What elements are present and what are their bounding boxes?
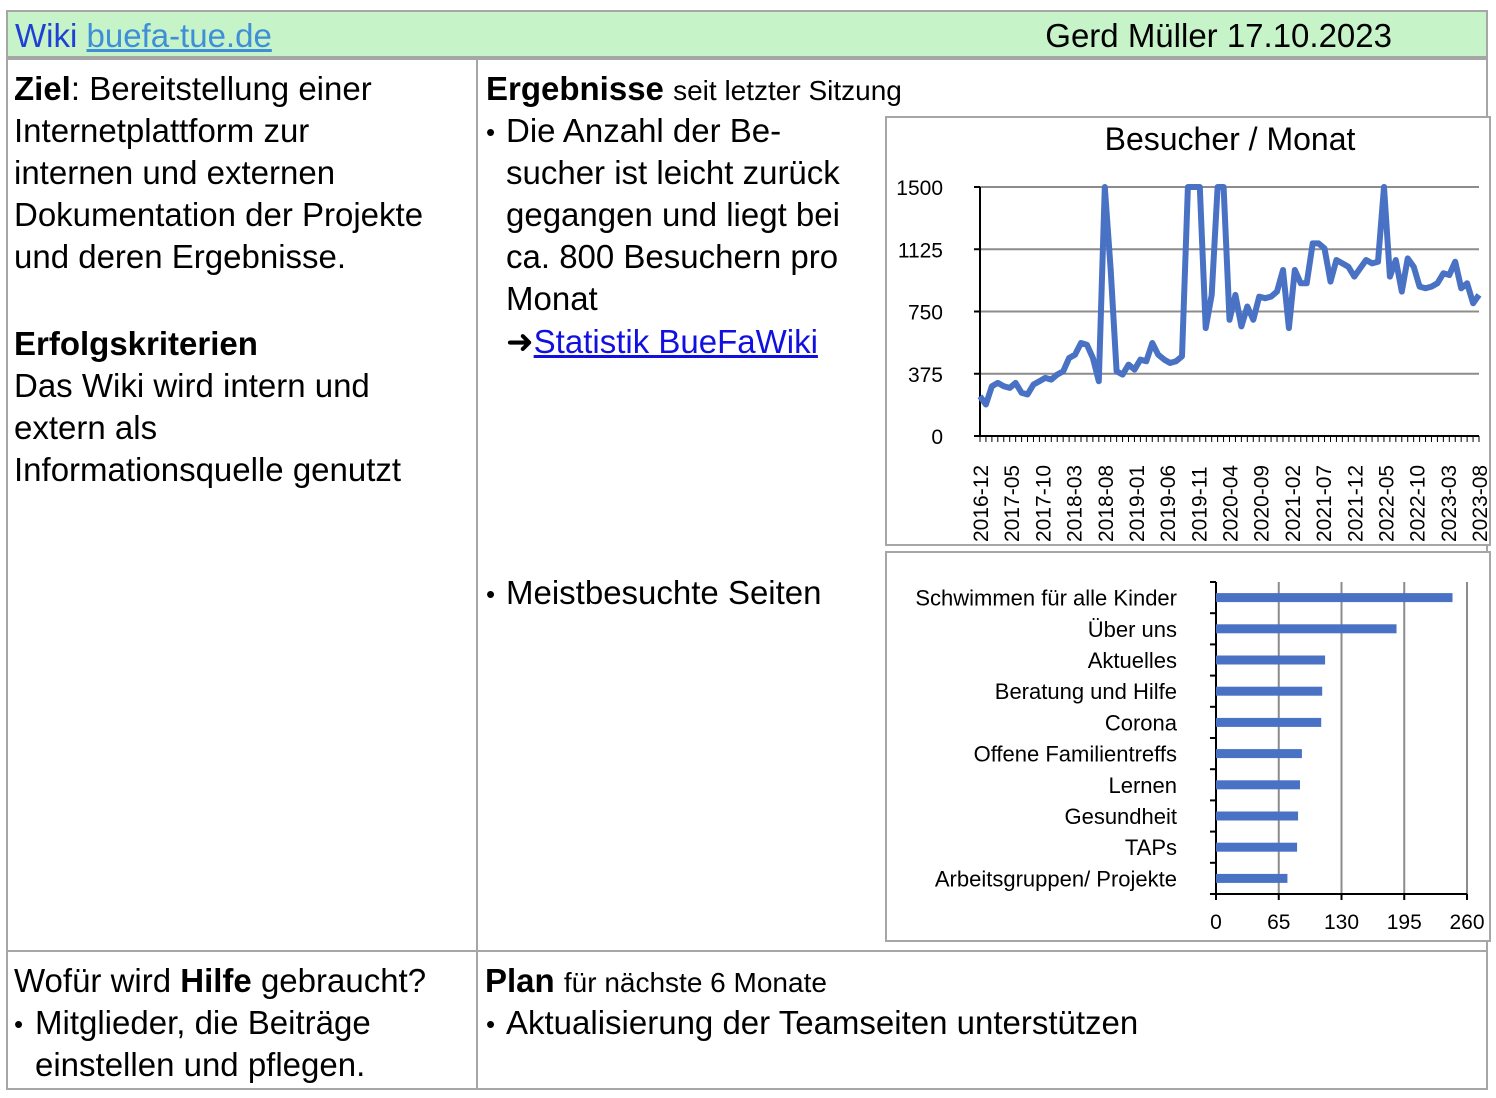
x-tick-label: 2017-05: [1001, 464, 1025, 542]
bullet-icon: •: [486, 579, 496, 609]
chart-title: Besucher / Monat: [1104, 121, 1356, 157]
y-tick-label: 375: [907, 363, 943, 387]
wiki-link[interactable]: buefa-tue.de: [86, 17, 272, 54]
bar-category-label: Beratung und Hilfe: [994, 679, 1177, 705]
x-tick-label: 2019-06: [1157, 464, 1181, 542]
bar: [1216, 780, 1300, 789]
goal-cell: [6, 58, 478, 952]
x-tick-label: 2016-12: [970, 464, 993, 542]
help-line-1: Mitglieder, die Beiträge: [35, 1004, 371, 1041]
x-tick-label: 2023-08: [1469, 464, 1492, 542]
author-date: Gerd Müller 17.10.2023: [1045, 17, 1392, 54]
bar: [1216, 687, 1322, 696]
x-tick-label: 2021-02: [1281, 464, 1305, 542]
visitors-chart-box: [885, 116, 1491, 546]
visitors-line-5: Monat: [506, 280, 598, 317]
x-tick-label: 260: [1449, 911, 1485, 934]
bar: [1216, 874, 1287, 883]
x-tick-label: 2021-12: [1344, 464, 1368, 542]
stats-link[interactable]: Statistik BueFaWiki: [533, 323, 818, 360]
visitors-line-4: ca. 800 Besuchern pro: [506, 238, 839, 275]
bar-category-label: Schwimmen für alle Kinder: [915, 585, 1177, 611]
stats-line: [506, 321, 818, 363]
top-pages-label: Meistbesuchte Seiten: [506, 574, 822, 611]
x-tick-label: 2018-08: [1094, 464, 1118, 542]
bar: [1216, 624, 1397, 633]
x-tick-label: 2019-01: [1125, 464, 1149, 542]
visitors-line-2: sucher ist leicht zurück: [506, 154, 840, 191]
arrow-icon: ➜: [506, 323, 534, 360]
visitors-line-1: Die Anzahl der Be-: [506, 112, 782, 149]
bar-category-label: Gesundheit: [1064, 804, 1177, 829]
goal-line-5: und deren Ergebnisse.: [14, 238, 347, 275]
bar-category-label: Lernen: [1108, 772, 1177, 798]
x-tick-label: 2020-09: [1250, 464, 1274, 542]
bar: [1216, 718, 1321, 727]
plan-cell: [476, 950, 1488, 1090]
visitors-series-line: [980, 187, 1479, 405]
x-tick-label: 2023-03: [1437, 464, 1461, 542]
bar: [1216, 749, 1302, 758]
x-tick-label: 2020-04: [1219, 464, 1243, 542]
bar-category-label: Aktuelles: [1087, 648, 1177, 673]
header-wiki: [15, 17, 272, 55]
bullet-icon: •: [486, 117, 496, 147]
goal-label: Ziel: [14, 70, 71, 107]
bullet-icon: •: [486, 1009, 496, 1039]
x-tick-label: 2022-05: [1375, 464, 1399, 542]
visitors-line-chart: [887, 118, 1492, 542]
bar: [1216, 593, 1453, 602]
help-line-2: einstellen und pflegen.: [35, 1046, 366, 1083]
goal-line-4: Dokumentation der Projekte: [14, 196, 424, 233]
help-question: Wofür wird Hilfe gebraucht?: [14, 962, 427, 999]
pages-chart-box: [885, 551, 1491, 942]
bullet-icon: •: [14, 1009, 24, 1039]
plan-heading: Plan für nächste 6 Monate: [485, 962, 827, 999]
bar: [1216, 656, 1325, 665]
visitors-line-3: gegangen und liegt bei: [506, 196, 840, 233]
help-cell: [6, 950, 478, 1090]
bar-category-label: TAPs: [1124, 835, 1177, 861]
x-tick-label: 2021-07: [1313, 464, 1337, 542]
y-tick-label: 1125: [897, 239, 943, 263]
y-tick-label: 0: [931, 426, 943, 449]
x-tick-label: 2022-10: [1406, 464, 1430, 542]
x-tick-label: 65: [1267, 911, 1291, 934]
wiki-label: Wiki: [15, 17, 78, 54]
x-tick-label: 0: [1210, 911, 1222, 934]
bar: [1216, 843, 1297, 852]
criteria-line-2: extern als: [14, 409, 158, 446]
top-pages-bar-chart: [887, 553, 1485, 936]
bar: [1216, 812, 1298, 821]
y-tick-label: 1500: [896, 177, 943, 200]
x-tick-label: 130: [1323, 911, 1360, 934]
x-tick-label: 2017-10: [1032, 464, 1056, 542]
bar-category-label: Offene Familientreffs: [973, 741, 1177, 767]
y-tick-label: 750: [907, 301, 943, 325]
bar-category-label: Corona: [1104, 710, 1177, 736]
x-tick-label: 195: [1386, 911, 1422, 934]
bar-category-label: Arbeitsgruppen/ Projekte: [934, 866, 1177, 892]
plan-line-1: Aktualisierung der Teamseiten unterstützen: [506, 1004, 1139, 1041]
header-bar: [6, 10, 1488, 58]
criteria-line-3: Informationsquelle genutzt: [14, 451, 402, 488]
results-heading: Ergebnisse seit letzter Sitzung: [486, 70, 902, 107]
goal-line-3: internen und externen: [14, 154, 336, 191]
goal-line-2: Internetplattform zur: [14, 112, 310, 149]
x-tick-label: 2018-03: [1063, 464, 1087, 542]
criteria-heading: Erfolgskriterien: [14, 325, 258, 362]
goal-line-1: Ziel: Bereitstellung einer: [14, 70, 372, 107]
bar-category-label: Über uns: [1087, 616, 1177, 642]
criteria-line-1: Das Wiki wird intern und: [14, 367, 370, 404]
x-tick-label: 2019-11: [1188, 466, 1212, 542]
